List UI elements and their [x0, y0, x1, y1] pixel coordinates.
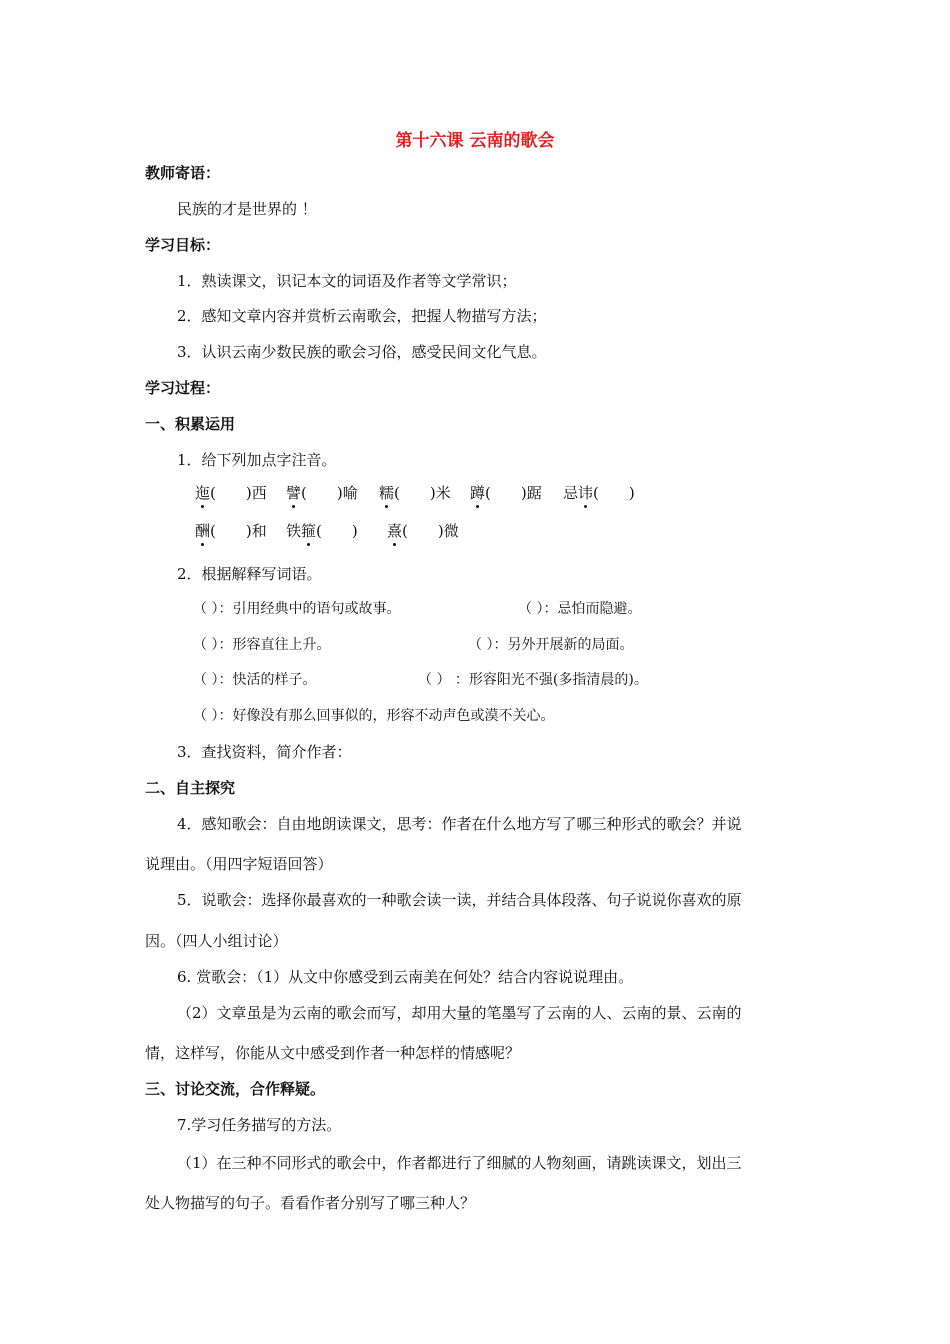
- question-6: 6. 赏歌会：（1）从文中你感受到云南美在何处？结合内容说说理由。: [177, 968, 634, 986]
- pinyin-item: 酬( )和: [195, 522, 267, 540]
- pinyin-item: 迤( )西: [195, 484, 267, 502]
- section2-heading: 二、自主探究: [145, 779, 236, 797]
- pinyin-item: 熹( )微: [387, 522, 459, 540]
- goal-item: 1．熟读课文，识记本文的词语及作者等文学常识；: [177, 272, 517, 290]
- question-1: 1．给下列加点字注音。: [177, 451, 337, 469]
- question-2: 2．根据解释写词语。: [177, 565, 322, 583]
- section3-heading: 三、讨论交流，合作释疑。: [145, 1080, 326, 1098]
- question-3: 3．查找资料，简介作者：: [177, 743, 352, 761]
- definition-item: （ ） ：形容阳光不强(多指清晨的)。: [418, 672, 648, 688]
- pinyin-item: 糯( )米: [379, 484, 451, 502]
- pinyin-item: 忌讳( ): [563, 484, 635, 502]
- goals-heading: 学习目标：: [145, 236, 221, 254]
- definition-item: （ ）：形容直往上升。: [193, 637, 331, 653]
- question-7-part1: （1）在三种不同形式的歌会中，作者都进行了细腻的人物刻画，请跳读课文，划出三: [177, 1154, 742, 1172]
- teacher-message-heading: 教师寄语：: [145, 164, 221, 182]
- teacher-message: 民族的才是世界的 ！: [177, 200, 317, 218]
- question-4-cont: 说理由。（用四字短语回答）: [145, 855, 333, 873]
- question-6-part2: （2）文章虽是为云南的歌会而写，却用大量的笔墨写了云南的人、云南的景、云南的: [177, 1004, 742, 1022]
- goal-item: 3．认识云南少数民族的歌会习俗，感受民间文化气息。: [177, 343, 547, 361]
- question-7: 7.学习任务描写的方法。: [177, 1116, 342, 1134]
- goal-item: 2．感知文章内容并赏析云南歌会，把握人物描写方法；: [177, 307, 547, 325]
- definition-item: （ ）：引用经典中的语句或故事。: [193, 601, 401, 617]
- question-5: 5．说歌会：选择你最喜欢的一种歌会读一读，并结合具体段落、句子说说你喜欢的原: [177, 891, 742, 909]
- question-4: 4．感知歌会：自由地朗读课文，思考：作者在什么地方写了哪三种形式的歌会？并说: [177, 815, 742, 833]
- pinyin-item: 铁箍( ): [286, 522, 358, 540]
- process-heading: 学习过程：: [145, 379, 221, 397]
- definition-item: （ ）：另外开展新的局面。: [468, 637, 634, 653]
- pinyin-item: 蹲( )踞: [470, 484, 542, 502]
- question-7-part1-cont: 处人物描写的句子。看看作者分别写了哪三种人？: [145, 1194, 476, 1212]
- definition-item: （ ）：快活的样子。: [193, 672, 317, 688]
- page-title: 第十六课 云南的歌会: [395, 131, 555, 151]
- section1-heading: 一、积累运用: [145, 415, 236, 433]
- definition-item: （ ）：好像没有那么回事似的，形容不动声色或漠不关心。: [193, 708, 555, 724]
- question-6-part2-cont: 情，这样写，你能从文中感受到作者一种怎样的情感呢？: [145, 1044, 521, 1062]
- question-5-cont: 因。（四人小组讨论）: [145, 932, 288, 950]
- pinyin-item: 譬( )喻: [286, 484, 358, 502]
- definition-item: （ ）：忌怕而隐避。: [518, 601, 642, 617]
